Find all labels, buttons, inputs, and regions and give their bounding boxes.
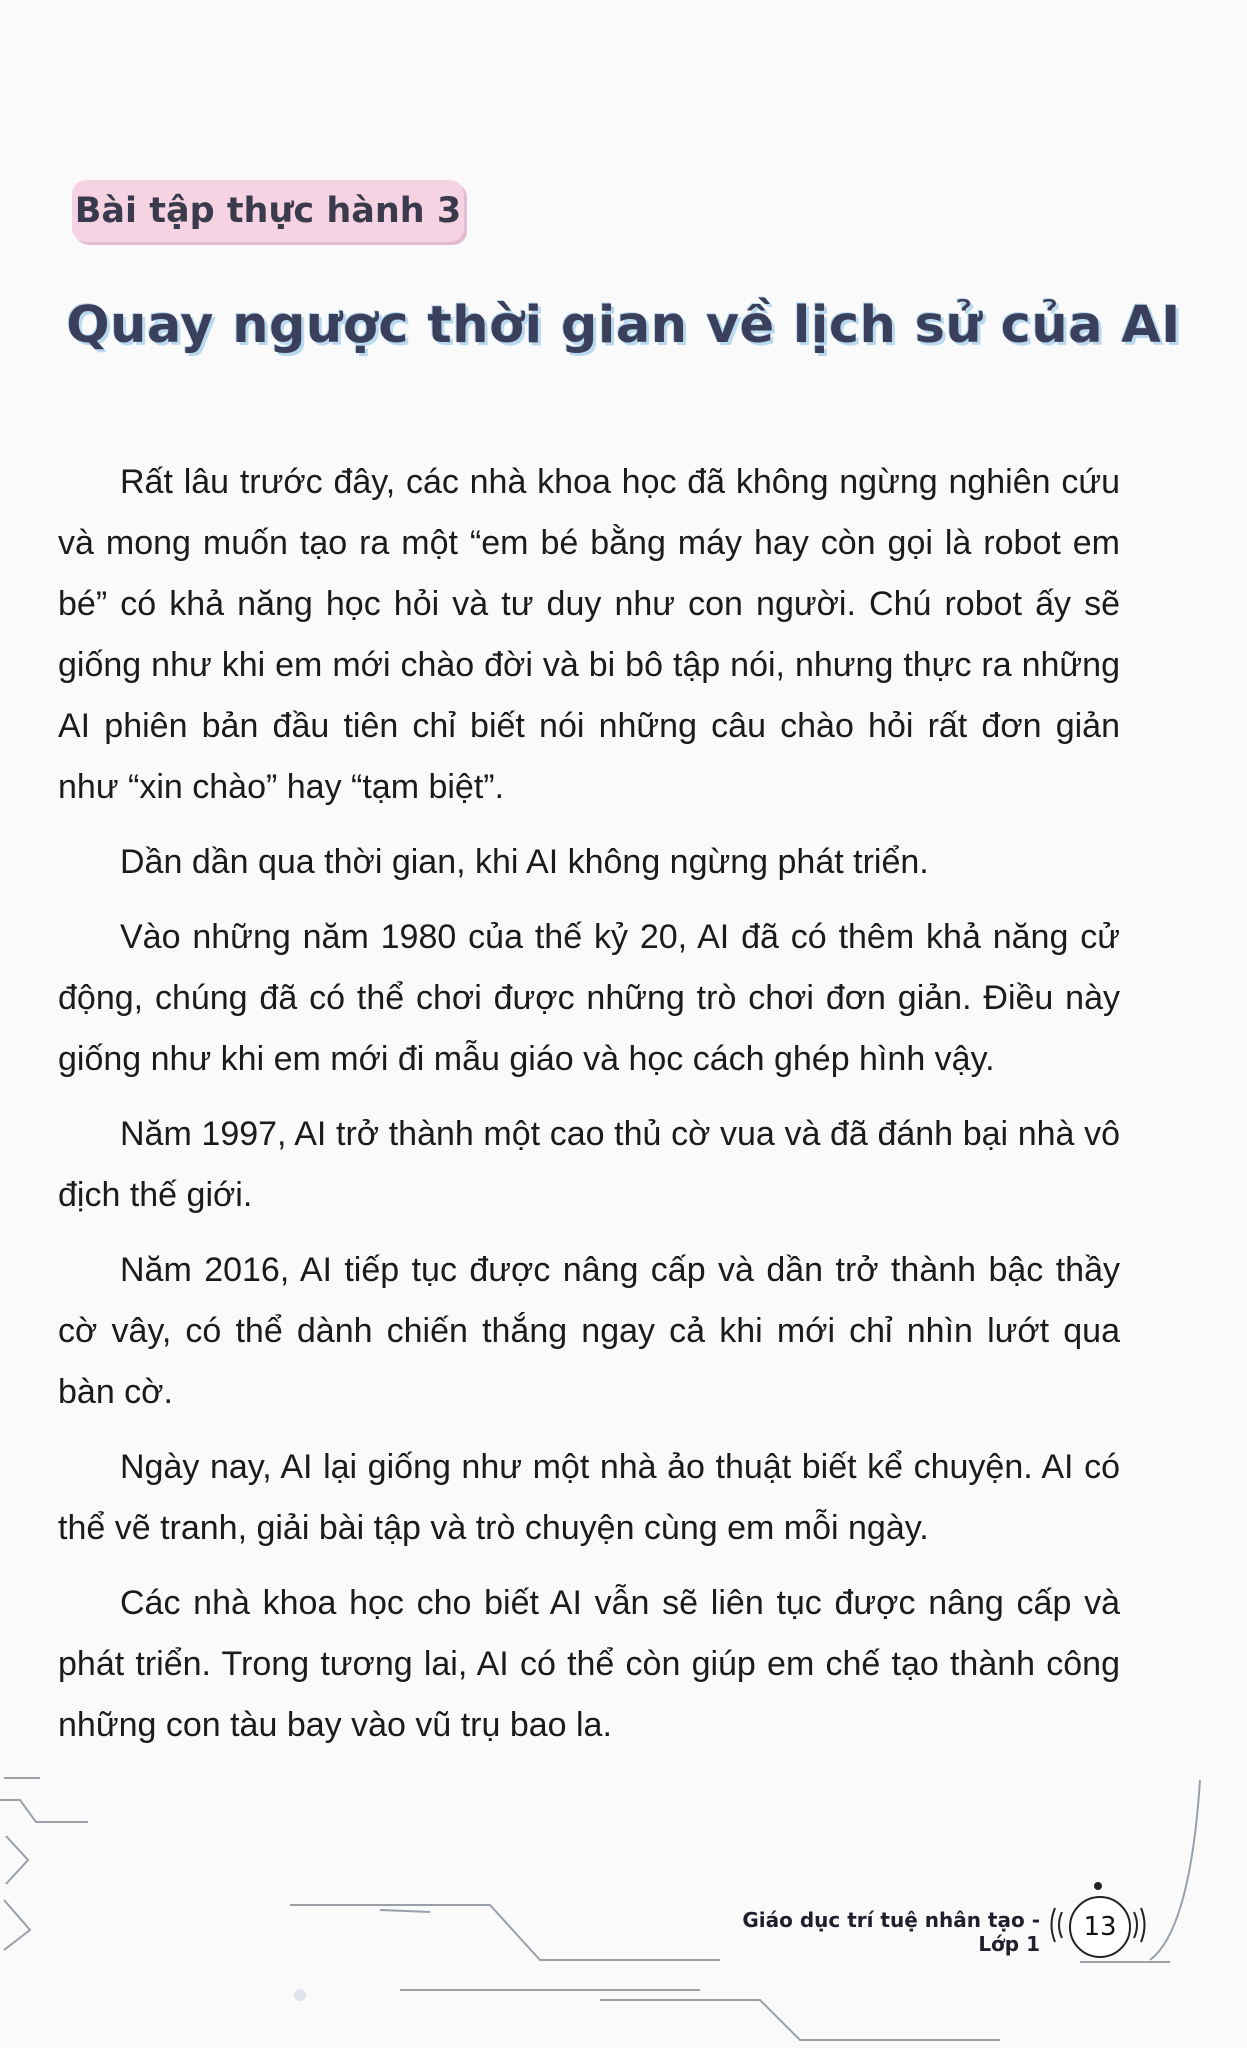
paragraph: Ngày nay, AI lại giống như một nhà ảo thuật biết kể chuyện. AI có thể vẽ tranh, giải bài tập và trò chuyện cùng em mỗi ngày. xyxy=(58,1448,1120,1547)
paragraph: Năm 2016, AI tiếp tục được nâng cấp và dần trở thành bậc thầy cờ vây, có thể dành chiến thắng ngay cả khi mới chỉ nhìn lướt qua bàn cờ. xyxy=(58,1251,1120,1411)
page-title: Quay ngược thời gian về lịch sử của AI xyxy=(66,296,1181,355)
paragraph: Năm 1997, AI trở thành một cao thủ cờ vua và đã đánh bại nhà vô địch thế giới. xyxy=(58,1115,1120,1214)
exercise-badge-label: Bài tập thực hành 3 xyxy=(74,191,462,231)
book-title-footer: Giáo dục trí tuệ nhân tạo - Lớp 1 xyxy=(742,1908,1040,1956)
paragraph: Rất lâu trước đây, các nhà khoa học đã không ngừng nghiên cứu và mong muốn tạo ra một “em bé bằng máy hay còn gọi là robot em bé” có khả năng học hỏi và tư duy như con người. Chú robot ấy sẽ giống như khi em mới chào đời và bi bô tập nói, nhưng thực ra những AI phiên bản đầu tiên chỉ biết nói những câu chào hỏi rất đơn giản như “xin chào” hay “tạm biệt”. xyxy=(58,463,1120,806)
exercise-badge xyxy=(72,180,464,242)
paragraph: Các nhà khoa học cho biết AI vẫn sẽ liên tục được nâng cấp và phát triển. Trong tương lai, AI có thể còn giúp em chế tạo thành công những con tàu bay vào vũ trụ bao la. xyxy=(58,1584,1120,1744)
article-body xyxy=(58,452,1120,1770)
paragraph: Dần dần qua thời gian, khi AI không ngừng phát triển. xyxy=(120,843,929,881)
paragraph: Vào những năm 1980 của thế kỷ 20, AI đã có thêm khả năng cử động, chúng đã có thể chơi được những trò chơi đơn giản. Điều này giống như khi em mới đi mẫu giáo và học cách ghép hình vậy. xyxy=(58,918,1120,1078)
page-number: 13 xyxy=(1069,1896,1131,1958)
